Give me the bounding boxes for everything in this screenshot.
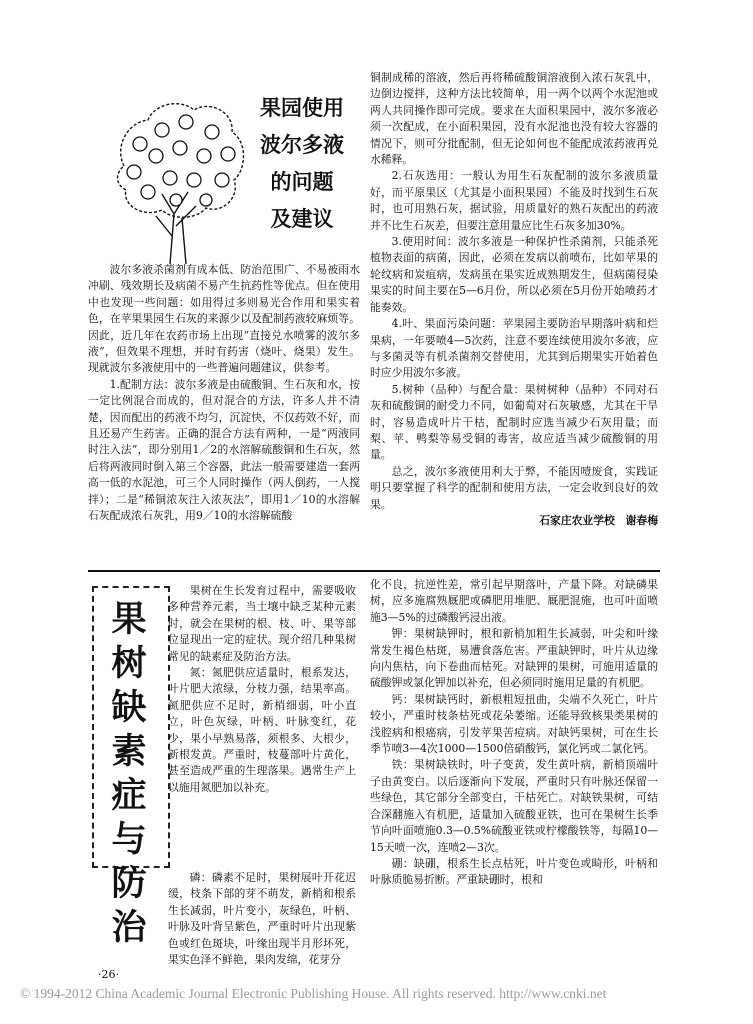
- article2-section: 铁：果树缺铁时，叶子变黄，发生黄叶病，新梢顶端叶子由黄变白。以后逐渐向下发展，严重时只有叶脉还保留一些绿色，其它部分全部变白，干枯死亡。对缺铁果树，可结合深翻施入有机肥，适量加入硫酸亚铁，也可在果树生长季节向叶面喷施0.3—0.5%硫酸亚铁或柠檬酸铁等，每隔10—15天喷一次，连喷2—3次。: [370, 758, 658, 854]
- article1-intro: 波尔多液杀菌剂有成本低、防治范围广、不易被雨水冲刷、残效期长及病菌不易产生抗药性等优点。但在使用中也发现一些问题：如用得过多则易光合作用和果实着色，在苹果果园生石灰的来源少以及配制药液较麻烦等。因此，近几年在农药市场上出现“直接兑水喷雾的波尔多液”，但效果不理想，并时有药害（烧叶、烧果）发生。现就波尔多液使用中的一些普遍问题建议，供参考。: [88, 263, 360, 375]
- article2-section: 硼：缺硼，根系生长点枯死，叶片变色或畸形，叶柄和叶脉质脆易折断。严重缺硼时，根和: [370, 856, 658, 887]
- article1-section: 铜制成稀的溶液，然后再将稀硫酸铜溶液倒入浓石灰乳中，边倒边搅拌，这种方法比较简单，用一两个以两个水泥池或两人共同操作即可完成。要求在大面积果园中，波尔多液必须一次配成，在小面积果园，没有水泥池也没有较大容器的情况下，则可分批配制，但无论如何也不能配成浓药液再兑水稀释。: [370, 71, 658, 167]
- article1-conclusion: 总之，波尔多液使用利大于弊，不能因噎废食，实践证明只要掌握了科学的配制和使用方法，一定会收到良好的效果。: [370, 464, 658, 511]
- page-number: ·26·: [98, 968, 119, 981]
- article1-title-line: 的问题: [270, 170, 334, 194]
- article2-title-char: 缺: [111, 687, 147, 728]
- article2-section: 磷：磷素不足时，果树展叶开花迟缓，枝条下部的芽不萌发，新梢和根系生长减弱，叶片变小，灰绿色，叶柄、叶脉及叶背呈紫色，严重时叶片出现紫色或红色斑块，叶缘出现半月形坏死，果实色泽不鲜艳，果肉发绵，花芽分: [168, 871, 356, 967]
- section-divider: [88, 570, 660, 572]
- article2-section: 钾：果树缺钾时，根和新梢加粗生长减弱，叶尖和叶缘常发生褐色枯斑，易遭食落危害。严重缺钾时，叶片从边缘向内焦枯，向下卷曲而枯死。对缺钾的果树，可施用适量的硫酸钾或氯化钾加以补充，但必须同时施用足量的有机肥。: [370, 627, 658, 690]
- article1-left-column: [88, 262, 360, 525]
- article2-section: 氮：氮肥供应适量时，根系发达，叶片肥大浓绿，分枝力强，结果率高。氮肥供应不足时，新梢细弱，叶小直立，叶色灰绿，叶柄、叶脉变红，花少，果小早熟易落，须根多、大根少，新根发黄。严重时，枝蔓部叶片黄化，甚至造成严重的生理落果。遇常生产上以施用氮肥加以补充。: [168, 666, 356, 794]
- article2-title-char: 树: [111, 643, 147, 684]
- article1-title: [252, 90, 352, 238]
- article1-right-column: [370, 70, 658, 529]
- article2-section: 钙：果树缺钙时，新根粗短扭曲，尖端不久死亡，叶片较小，严重时枝条枯死或花朵萎缩。还能导致核果类果树的浅腔病和根癌病，引发苹果苦痘病。对缺钙果树，可在生长季节喷3—4次1000—1500倍硝酸钙，氯化钙或二氯化钙。: [370, 692, 658, 756]
- article2-title-char: 果: [111, 599, 147, 640]
- article2-right-column: [370, 577, 658, 889]
- article2-title-char: 症: [111, 775, 147, 816]
- article1-section: 5.树种（品种）与配合量：果树树种（品种）不同对石灰和硫酸铜的耐受力不同，如葡萄对石灰敏感，尤其在干旱时，容易造成叶片干枯，配制时应选当减少石灰用量；而梨、苹、鸭梨等易受铜的毒害，故应适当减少硫酸铜的用量。: [370, 382, 658, 462]
- fruit-tree-illustration: [110, 96, 250, 266]
- article2-title-char: 素: [111, 731, 147, 772]
- article1-section: 1.配制方法：波尔多液是由硫酸铜、生石灰和水，按一定比例混合而成的，但对混合的方法，许多人并不清楚，因而配出的药液不均匀，沉淀快，不仅药效不好，而且还易产生药害。正确的混合方法有两种，一是“两液同时注入法”，即分别用1／2的水溶解硫酸铜和生石灰，然后将两液同时倒入第三个容器，此法一般需要建造一套两高一低的水泥池，可三个人同时操作（两人倒药，一人搅拌）；二是“稀铜浓灰注入浓灰法”，即用1／10的水溶解石灰配成浓石灰乳，用9／10的水溶解硫酸: [88, 377, 360, 523]
- article1-section: 2.石灰选用：一般认为用生石灰配制的波尔多液质量好，而平原果区（尤其是小面积果园）不能及时找到生石灰时，也可用熟石灰，据试验，用质量好的熟石灰配出的药液并不比生石灰差，但要注意用量应比生石灰多加30%。: [370, 169, 658, 232]
- article1-title-line: 果园使用: [260, 96, 344, 120]
- article2-title-char: 防: [111, 863, 147, 904]
- article1-section: 3.使用时间：波尔多液是一种保护性杀菌剂，只能杀死植物表面的病菌，因此，必须在发病以前喷布，比如苹果的轮纹病和炭疽病，发病虽在果实近成熟期发生，但病菌侵染果实的时间主要在5—6月份，所以必须在5月份开始喷药才能奏效。: [370, 235, 658, 314]
- article1-title-line: 波尔多液: [260, 133, 344, 157]
- article2-left-column: [168, 583, 356, 796]
- article2-left-column-lower: [88, 870, 356, 968]
- article2-title-char: 与: [111, 819, 147, 860]
- article1-author: 石家庄农业学校 谢春梅: [539, 513, 658, 527]
- article2-section: 化不良，抗逆性差，常引起早期落叶，产量下降。对缺磷果树，应多施腐熟厩肥或磷肥用堆肥、厩肥混施，也可叶面喷施3—5%的过磷酸钙浸出液。: [370, 578, 658, 624]
- article1-section: 4.叶、果面污染问题：苹果园主要防治早期落叶病和烂果病，一年要喷4—5次药，注意不要连续使用波尔多液，应与多菌灵等有机杀菌剂交替使用，尤其到后期果实开始着色时应少用波尔多液。: [370, 317, 658, 380]
- article2-title-char: 治: [111, 907, 147, 948]
- article1-title-line: 及建议: [270, 207, 334, 231]
- article2-intro: 果树在生长发育过程中，需要吸收多种营养元素，当土壤中缺乏某种元素时，就会在果树的根、枝、叶、果等部位显现出一定的症状。现介绍几种果树常见的缺素症及防治方法。: [168, 584, 356, 663]
- copyright-footer: © 1994-2012 China Academic Journal Electronic Publishing House. All rights reserved. http://www.cnki.net: [20, 986, 607, 1001]
